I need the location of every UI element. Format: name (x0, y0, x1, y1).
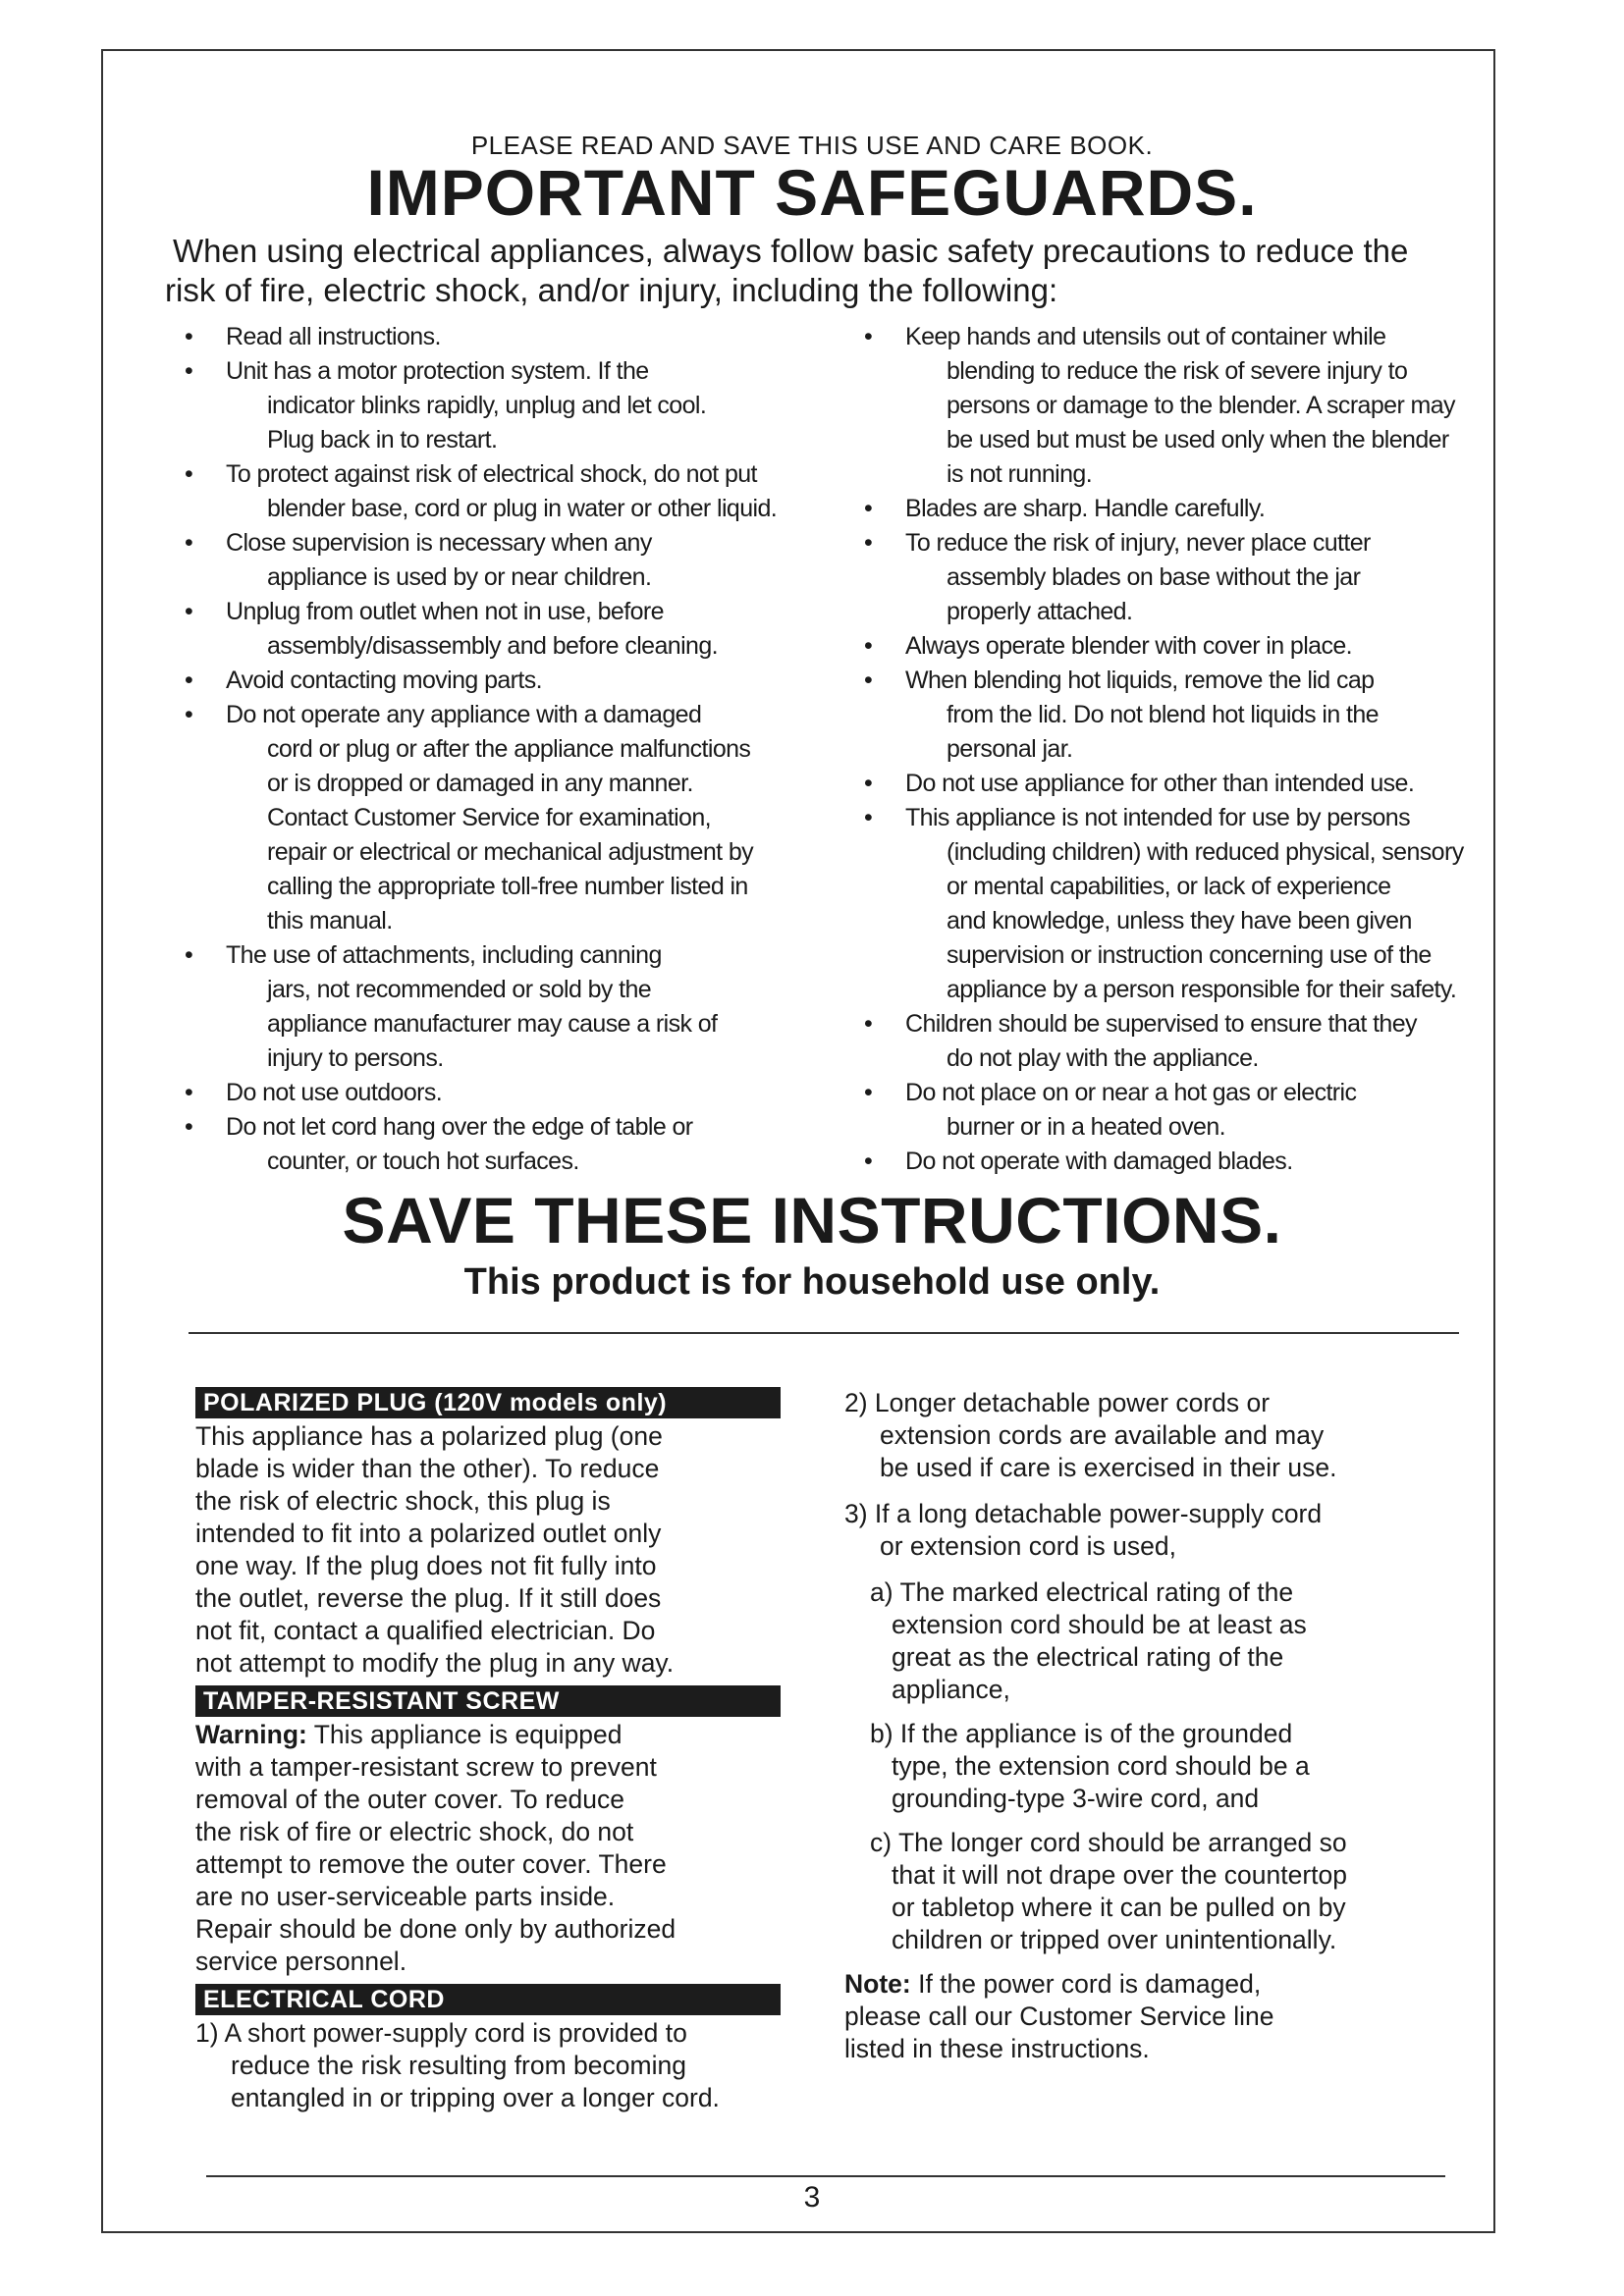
safeguard-continuation-line: appliance manufacturer may cause a risk of (267, 1010, 718, 1038)
tamper-lines (195, 1751, 785, 1978)
safeguard-item (167, 595, 795, 664)
cord-item-1 (195, 2017, 785, 2114)
safeguard-continuation-line: properly attached. (947, 598, 1133, 625)
cord-subitem-c (858, 1827, 1473, 1956)
safeguard-item (846, 1145, 1475, 1179)
safeguard-continuation-line: jars, not recommended or sold by the (267, 976, 652, 1003)
safeguard-first-line: Unit has a motor protection system. If the (226, 357, 649, 385)
text-line: not fit, contact a qualified electrician. Do (195, 1616, 656, 1645)
note-first-line-rest: If the power cord is damaged, (910, 1969, 1262, 1999)
safeguards-left-list (167, 320, 795, 1179)
item-continuation-line: or tabletop where it can be pulled on by (892, 1893, 1346, 1922)
safeguards-right-column (846, 320, 1475, 1179)
safeguard-continuation-line: appliance is used by or near children. (267, 563, 652, 591)
tamper-first-line-rest: This appliance is equipped (306, 1720, 623, 1749)
electrical-cord-heading: ELECTRICAL CORD (195, 1984, 781, 2015)
safeguard-item (846, 526, 1475, 629)
safeguard-first-line: The use of attachments, including canning (226, 941, 662, 969)
safeguard-continuation-line: assembly/disassembly and before cleaning. (267, 632, 718, 660)
bullet-icon: • (864, 804, 873, 831)
safeguard-first-line: Avoid contacting moving parts. (226, 667, 543, 694)
item-continuation-line: type, the extension cord should be a (892, 1751, 1310, 1781)
safeguard-item (846, 629, 1475, 664)
safeguard-continuation-line: blender base, cord or plug in water or other liquid. (267, 495, 778, 522)
bullet-icon: • (185, 1113, 193, 1141)
safeguard-continuation-line: assembly blades on base without the jar (947, 563, 1361, 591)
safeguard-first-line: Do not use outdoors. (226, 1079, 443, 1106)
safeguard-continuation-line: injury to persons. (267, 1044, 444, 1072)
safeguard-first-line: Children should be supervised to ensure that they (905, 1010, 1417, 1038)
safeguard-first-line: Do not operate any appliance with a damaged (226, 701, 702, 728)
text-line: listed in these instructions. (844, 2034, 1150, 2063)
safeguard-continuation-line: persons or damage to the blender. A scraper may (947, 392, 1455, 419)
text-line: service personnel. (195, 1947, 407, 1976)
tamper-screw-text (195, 1719, 785, 1978)
item-continuation-line: or extension cord is used, (880, 1531, 1176, 1561)
cord-subitem-a (858, 1576, 1473, 1706)
item-first-line: a) The marked electrical rating of the (870, 1577, 1294, 1607)
text-line: the outlet, reverse the plug. If it still does (195, 1583, 662, 1613)
bullet-icon: • (864, 529, 873, 557)
safeguard-item (846, 1076, 1475, 1145)
household-use-note: This product is for household use only. (463, 1261, 1161, 1303)
divider-rule (189, 1332, 1459, 1334)
bullet-icon: • (864, 667, 873, 694)
text-line: not attempt to modify the plug in any way. (195, 1648, 675, 1678)
safeguard-item (846, 320, 1475, 492)
text-line: with a tamper-resistant screw to prevent (195, 1752, 657, 1782)
bullet-icon: • (185, 598, 193, 625)
bottom-divider-rule (206, 2175, 1445, 2177)
item-continuation-line: grounding-type 3-wire cord, and (892, 1784, 1260, 1813)
text-line: the risk of electric shock, this plug is (195, 1486, 611, 1516)
safeguard-item (846, 1007, 1475, 1076)
safeguard-item (167, 698, 795, 938)
safeguard-first-line: Do not operate with damaged blades. (905, 1148, 1293, 1175)
warning-label: Warning: (195, 1720, 307, 1749)
polarized-plug-text (195, 1420, 785, 1680)
safeguard-first-line: Blades are sharp. Handle carefully. (905, 495, 1266, 522)
page-number: 3 (803, 2181, 821, 2214)
safeguard-continuation-line: from the lid. Do not blend hot liquids in the (947, 701, 1379, 728)
bullet-icon: • (185, 1079, 193, 1106)
safeguard-continuation-line: be used but must be used only when the blender (947, 426, 1449, 454)
item-continuation-line: extension cords are available and may (880, 1420, 1325, 1450)
cord-item-3 (844, 1498, 1473, 1563)
bullet-icon: • (185, 529, 193, 557)
intro-line-2: risk of fire, electric shock, and/or injury, including the following: (165, 272, 1058, 308)
item-first-line: c) The longer cord should be arranged so (870, 1828, 1347, 1857)
safeguard-continuation-line: repair or electrical or mechanical adjustment by (267, 838, 754, 866)
safeguard-item (167, 1076, 795, 1110)
safeguard-continuation-line: is not running. (947, 460, 1093, 488)
text-line: are no user-serviceable parts inside. (195, 1882, 616, 1911)
item-continuation-line: children or tripped over unintentionally. (892, 1925, 1337, 1954)
safeguard-item (846, 664, 1475, 767)
bullet-icon: • (864, 1079, 873, 1106)
page-title: IMPORTANT SAFEGUARDS. (366, 156, 1258, 229)
item-first-line: 1) A short power-supply cord is provided to (195, 2018, 687, 2048)
text-line: This appliance has a polarized plug (one (195, 1421, 663, 1451)
note-label: Note: (844, 1969, 911, 1999)
cord-item-2 (844, 1387, 1473, 1484)
safeguard-item (846, 801, 1475, 1007)
safeguard-first-line: Close supervision is necessary when any (226, 529, 652, 557)
safeguard-continuation-line: indicator blinks rapidly, unplug and let cool. (267, 392, 707, 419)
item-first-line: 3) If a long detachable power-supply cord (844, 1499, 1323, 1528)
safeguard-item (167, 526, 795, 595)
safeguard-continuation-line: burner or in a heated oven. (947, 1113, 1226, 1141)
safeguard-continuation-line: appliance by a person responsible for their safety. (947, 976, 1457, 1003)
bullet-icon: • (864, 1010, 873, 1038)
safeguard-item (167, 457, 795, 526)
item-continuation-line: be used if care is exercised in their use. (880, 1453, 1337, 1482)
text-line: intended to fit into a polarized outlet only (195, 1519, 662, 1548)
safeguard-continuation-line: blending to reduce the risk of severe injury to (947, 357, 1408, 385)
safeguard-continuation-line: counter, or touch hot surfaces. (267, 1148, 579, 1175)
safeguard-first-line: To reduce the risk of injury, never place cutter (905, 529, 1371, 557)
safeguard-first-line: Unplug from outlet when not in use, before (226, 598, 664, 625)
note-lines (844, 2001, 1473, 2065)
intro-paragraph (165, 232, 1441, 310)
safeguard-continuation-line: or is dropped or damaged in any manner. (267, 770, 693, 797)
read-and-save-notice: PLEASE READ AND SAVE THIS USE AND CARE BOOK. (470, 131, 1154, 160)
safeguards-left-column (167, 320, 795, 1179)
note-first-line (844, 1968, 1473, 2001)
safeguard-first-line: To protect against risk of electrical shock, do not put (226, 460, 757, 488)
item-continuation-line: entangled in or tripping over a longer cord. (231, 2083, 720, 2112)
item-continuation-line: appliance, (892, 1675, 1010, 1704)
safeguard-first-line: Do not place on or near a hot gas or electric (905, 1079, 1357, 1106)
bullet-icon: • (185, 941, 193, 969)
cord-subitem-b (858, 1718, 1473, 1815)
safeguard-first-line: This appliance is not intended for use by persons (905, 804, 1410, 831)
safeguard-item (846, 767, 1475, 801)
item-continuation-line: that it will not drape over the countertop (892, 1860, 1348, 1890)
text-line: attempt to remove the outer cover. There (195, 1849, 667, 1879)
save-instructions-title: SAVE THESE INSTRUCTIONS. (342, 1184, 1282, 1256)
polarized-plug-heading: POLARIZED PLUG (120V models only) (195, 1387, 781, 1418)
safeguard-continuation-line: Contact Customer Service for examination, (267, 804, 711, 831)
safeguard-first-line: Read all instructions. (226, 323, 441, 350)
item-continuation-line: extension cord should be at least as (892, 1610, 1307, 1639)
text-line: please call our Customer Service line (844, 2002, 1274, 2031)
safeguard-first-line: Do not use appliance for other than intended use. (905, 770, 1415, 797)
safeguard-continuation-line: and knowledge, unless they have been given (947, 907, 1412, 934)
bullet-icon: • (185, 701, 193, 728)
safeguard-continuation-line: cord or plug or after the appliance malfunctions (267, 735, 751, 763)
item-continuation-line: reduce the risk resulting from becoming (231, 2051, 686, 2080)
safeguard-continuation-line: this manual. (267, 907, 393, 934)
cord-note (844, 1968, 1473, 2065)
text-line: Repair should be done only by authorized (195, 1914, 677, 1944)
item-continuation-line: great as the electrical rating of the (892, 1642, 1284, 1672)
bullet-icon: • (185, 357, 193, 385)
safeguard-continuation-line: Plug back in to restart. (267, 426, 498, 454)
safeguard-continuation-line: supervision or instruction concerning use of the (947, 941, 1432, 969)
item-first-line: 2) Longer detachable power cords or (844, 1388, 1271, 1417)
bullet-icon: • (185, 460, 193, 488)
safeguard-continuation-line: do not play with the appliance. (947, 1044, 1259, 1072)
text-line: one way. If the plug does not fit fully into (195, 1551, 657, 1580)
safeguard-continuation-line: or mental capabilities, or lack of experience (947, 873, 1391, 900)
safeguard-item (846, 492, 1475, 526)
safeguard-continuation-line: personal jar. (947, 735, 1073, 763)
bullet-icon: • (185, 323, 193, 350)
bullet-icon: • (864, 1148, 873, 1175)
tamper-first-line (195, 1719, 785, 1751)
safeguard-first-line: Do not let cord hang over the edge of table or (226, 1113, 693, 1141)
bullet-icon: • (864, 323, 873, 350)
bullet-icon: • (185, 667, 193, 694)
safeguard-item (167, 320, 795, 354)
safeguard-continuation-line: (including children) with reduced physical, sensory (947, 838, 1464, 866)
safeguard-first-line: Always operate blender with cover in place. (905, 632, 1353, 660)
left-info-column (195, 1387, 785, 2128)
safeguard-item (167, 938, 795, 1076)
right-info-column (844, 1387, 1473, 2069)
safeguard-first-line: Keep hands and utensils out of container while (905, 323, 1386, 350)
safeguard-item (167, 664, 795, 698)
intro-line-1: When using electrical appliances, always follow basic safety precautions to reduce the (173, 233, 1409, 269)
tamper-screw-heading: TAMPER-RESISTANT SCREW (195, 1685, 781, 1717)
safeguard-continuation-line: calling the appropriate toll-free number listed in (267, 873, 748, 900)
bullet-icon: • (864, 632, 873, 660)
safeguard-item (167, 354, 795, 457)
text-line: blade is wider than the other). To reduce (195, 1454, 660, 1483)
text-line: the risk of fire or electric shock, do not (195, 1817, 634, 1846)
item-first-line: b) If the appliance is of the grounded (870, 1719, 1293, 1748)
bullet-icon: • (864, 770, 873, 797)
safeguards-right-list (846, 320, 1475, 1179)
safeguard-item (167, 1110, 795, 1179)
safeguard-first-line: When blending hot liquids, remove the lid cap (905, 667, 1375, 694)
text-line: removal of the outer cover. To reduce (195, 1785, 625, 1814)
bullet-icon: • (864, 495, 873, 522)
